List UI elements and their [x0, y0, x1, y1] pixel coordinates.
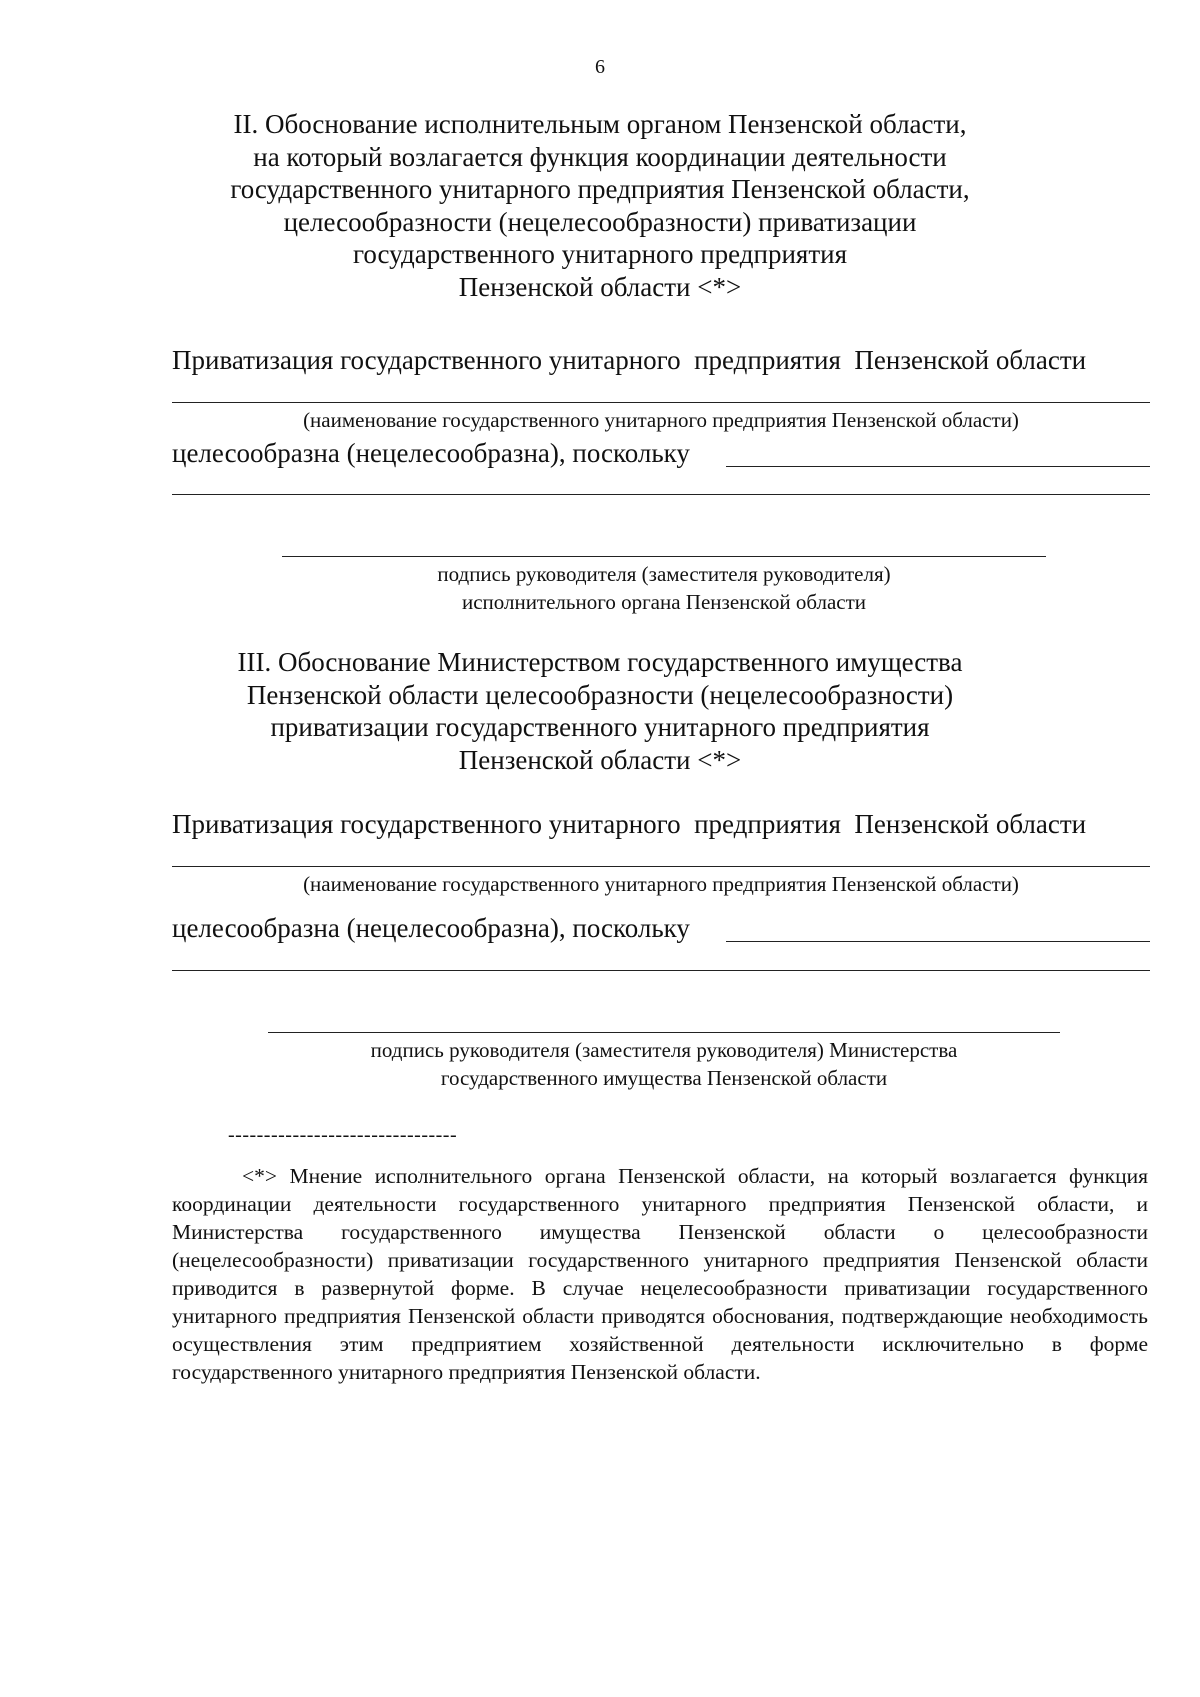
section-2-statement: Приватизация государственного унитарного предприятия Пензенской области — [172, 345, 1087, 375]
caption-line: исполнительного органа Пензенской области — [461, 590, 867, 614]
caption-line: государственного имущества Пензенской области — [440, 1066, 888, 1090]
section-3-heading — [150, 646, 1050, 776]
reason-continuation-line — [172, 970, 1150, 971]
heading-line: Пензенской области <*> — [458, 744, 742, 775]
name-underline — [172, 402, 1150, 403]
section-2-heading — [150, 108, 1050, 303]
reason-fill-line — [726, 466, 1150, 467]
page-number: 6 — [595, 56, 605, 78]
signature-line — [282, 556, 1046, 557]
heading-line: целесообразности (нецелесообразности) приватизации — [283, 206, 917, 237]
heading-line: Пензенской области <*> — [458, 271, 742, 302]
heading-line: государственного унитарного предприятия Пензенской области, — [230, 174, 970, 204]
signature-line — [268, 1032, 1060, 1033]
section-2-signature-caption — [282, 560, 1046, 616]
caption-line: подпись руководителя (заместителя руководителя) Министерства — [370, 1038, 958, 1062]
section-3-name-caption: (наименование государственного унитарного предприятия Пензенской области) — [303, 872, 1019, 896]
heading-line: приватизации государственного унитарного предприятия — [270, 712, 930, 742]
section-2-name-caption: (наименование государственного унитарного предприятия Пензенской области) — [303, 408, 1019, 432]
section-2-reason-lead: целесообразна (нецелесообразна), поскольку — [172, 438, 690, 468]
caption-line: подпись руководителя (заместителя руководителя) — [437, 562, 891, 586]
heading-line: III. Обоснование Министерством государственного имущества — [237, 647, 963, 677]
heading-line: II. Обоснование исполнительным органом Пензенской области, — [233, 109, 967, 139]
reason-continuation-line — [172, 494, 1150, 495]
footnote-text: <*> Мнение исполнительного органа Пензенской области, на который возлагается функция координации деятельности государственного унитарного предприятия Пензенской области, и Министерства государственного имущества Пензенской области о целесообразности (нецелесообразности) приватизации государственного унитарного предприятия Пензенской области приводится в развернутой форме. В случае нецелесообразности приватизации государственного унитарного предприятия Пензенской области приводятся обоснования, подтверждающие необходимость осуществления этим предприятием хозяйственной деятельности исключительно в форме государственного унитарного предприятия Пензенской области. — [172, 1164, 1148, 1384]
footnote-separator: -------------------------------- — [228, 1124, 458, 1146]
section-3-statement: Приватизация государственного унитарного предприятия Пензенской области — [172, 809, 1087, 839]
section-3-signature-caption — [268, 1036, 1060, 1092]
heading-line: государственного унитарного предприятия — [352, 239, 848, 269]
heading-line: на который возлагается функция координации деятельности — [253, 141, 947, 172]
name-underline — [172, 866, 1150, 867]
section-3-reason-lead: целесообразна (нецелесообразна), поскольку — [172, 913, 690, 943]
heading-line: Пензенской области целесообразности (нецелесообразности) — [246, 679, 954, 710]
reason-fill-line — [726, 941, 1150, 942]
